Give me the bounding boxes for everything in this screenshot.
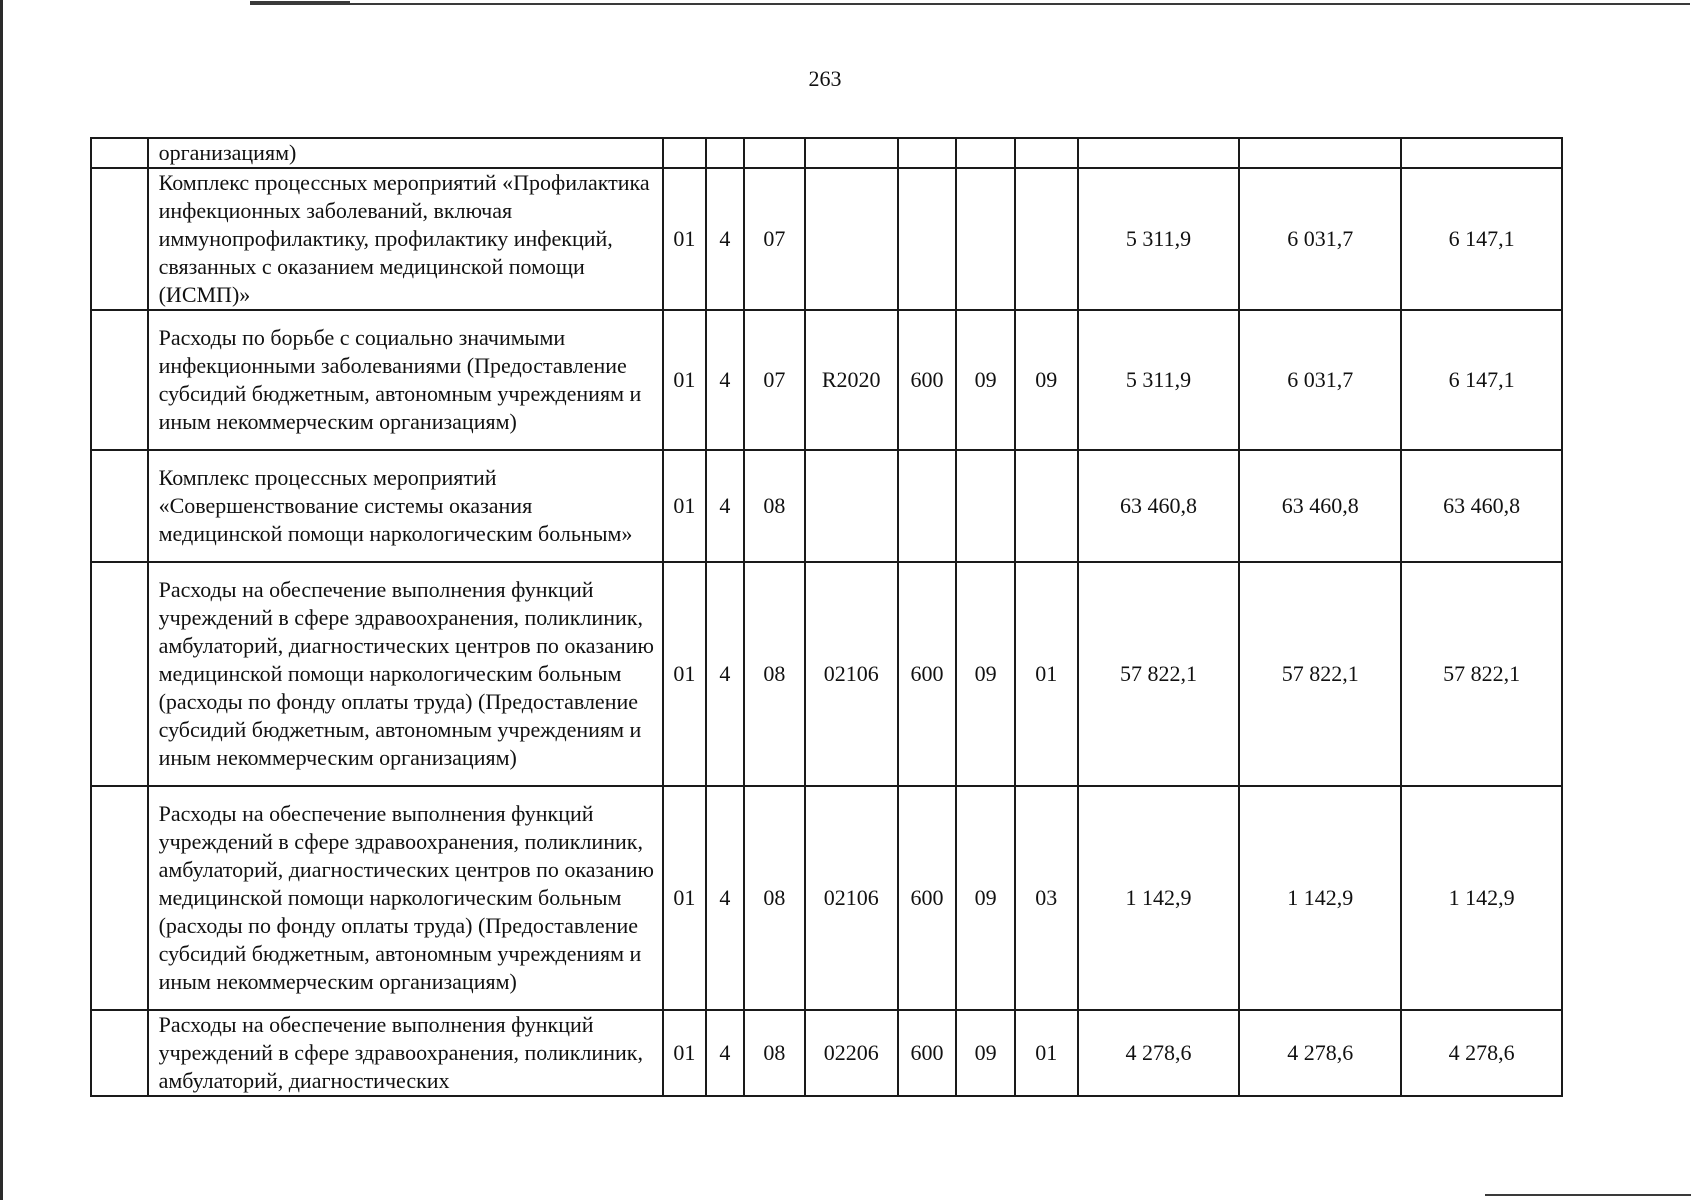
amount-year2-cell [1239, 138, 1401, 168]
row-number-cell [91, 168, 148, 310]
table-row [91, 138, 1562, 168]
row-number-cell [91, 450, 148, 562]
table-row [91, 1010, 1562, 1096]
subprogram-code-cell: 4 [706, 1010, 744, 1096]
target-code-cell [805, 168, 898, 310]
program-code-cell: 01 [663, 1010, 705, 1096]
table-row [91, 450, 1562, 562]
activity-code-cell: 08 [744, 1010, 805, 1096]
row-number-cell [91, 1010, 148, 1096]
expense-type-cell [898, 138, 957, 168]
activity-code-cell: 08 [744, 562, 805, 786]
expense-type-cell: 600 [898, 786, 957, 1010]
scan-edge [0, 0, 3, 1200]
row-number-cell [91, 138, 148, 168]
amount-year3-cell: 4 278,6 [1401, 1010, 1562, 1096]
expense-name-cell: Комплекс процессных мероприятий «Совершенствование системы оказания медицинской помощи наркологическим больным» [148, 450, 664, 562]
program-code-cell: 01 [663, 786, 705, 1010]
amount-year1-cell: 1 142,9 [1078, 786, 1240, 1010]
target-code-cell [805, 138, 898, 168]
activity-code-cell: 07 [744, 310, 805, 450]
target-code-cell: 02206 [805, 1010, 898, 1096]
amount-year3-cell: 63 460,8 [1401, 450, 1562, 562]
program-code-cell: 01 [663, 562, 705, 786]
amount-year3-cell: 1 142,9 [1401, 786, 1562, 1010]
table-row [91, 310, 1562, 450]
program-code-cell [663, 138, 705, 168]
table-row [91, 562, 1562, 786]
subsection-code-cell: 09 [1015, 310, 1078, 450]
amount-year1-cell: 4 278,6 [1078, 1010, 1240, 1096]
amount-year2-cell: 4 278,6 [1239, 1010, 1401, 1096]
expense-type-cell: 600 [898, 562, 957, 786]
amount-year2-cell: 63 460,8 [1239, 450, 1401, 562]
expense-name-cell: Комплекс процессных мероприятий «Профилактика инфекционных заболеваний, включая иммунопрофилактику, профилактику инфекций, связанных с оказанием медицинской помощи (ИСМП)» [148, 168, 664, 310]
target-code-cell: 02106 [805, 786, 898, 1010]
subsection-code-cell [1015, 138, 1078, 168]
activity-code-cell: 08 [744, 786, 805, 1010]
expense-type-cell [898, 168, 957, 310]
subsection-code-cell: 01 [1015, 1010, 1078, 1096]
expense-name-cell: Расходы по борьбе с социально значимыми инфекционными заболеваниями (Предоставление субсидий бюджетным, автономным учреждениям и иным некоммерческим организациям) [148, 310, 664, 450]
amount-year1-cell: 5 311,9 [1078, 310, 1240, 450]
amount-year1-cell: 63 460,8 [1078, 450, 1240, 562]
subprogram-code-cell: 4 [706, 168, 744, 310]
amount-year3-cell: 6 147,1 [1401, 168, 1562, 310]
section-code-cell: 09 [956, 786, 1015, 1010]
amount-year2-cell: 6 031,7 [1239, 168, 1401, 310]
table-row [91, 168, 1562, 310]
program-code-cell: 01 [663, 168, 705, 310]
subsection-code-cell: 03 [1015, 786, 1078, 1010]
amount-year2-cell: 6 031,7 [1239, 310, 1401, 450]
program-code-cell: 01 [663, 450, 705, 562]
target-code-cell: 02106 [805, 562, 898, 786]
target-code-cell [805, 450, 898, 562]
amount-year2-cell: 1 142,9 [1239, 786, 1401, 1010]
row-number-cell [91, 310, 148, 450]
page-number: 263 [808, 66, 842, 91]
expense-name-cell: Расходы на обеспечение выполнения функций учреждений в сфере здравоохранения, поликлиник, амбулаторий, диагностических центров по оказанию медицинской помощи наркологическим больным (расходы по фонду оплаты труда) (Предоставление субсидий бюджетным, автономным учреждениям и иным некоммерческим организациям) [148, 786, 664, 1010]
expense-name-cell: Расходы на обеспечение выполнения функций учреждений в сфере здравоохранения, поликлиник, амбулаторий, диагностических [148, 1010, 664, 1096]
target-code-cell: R2020 [805, 310, 898, 450]
amount-year3-cell [1401, 138, 1562, 168]
activity-code-cell [744, 138, 805, 168]
section-code-cell: 09 [956, 310, 1015, 450]
amount-year3-cell: 6 147,1 [1401, 310, 1562, 450]
expense-type-cell: 600 [898, 1010, 957, 1096]
program-code-cell: 01 [663, 310, 705, 450]
amount-year1-cell: 57 822,1 [1078, 562, 1240, 786]
activity-code-cell: 08 [744, 450, 805, 562]
expense-type-cell [898, 450, 957, 562]
expense-type-cell: 600 [898, 310, 957, 450]
amount-year1-cell [1078, 138, 1240, 168]
expense-name-cell: Расходы на обеспечение выполнения функций учреждений в сфере здравоохранения, поликлиник, амбулаторий, диагностических центров по оказанию медицинской помощи наркологическим больным (расходы по фонду оплаты труда) (Предоставление субсидий бюджетным, автономным учреждениям и иным некоммерческим организациям) [148, 562, 664, 786]
amount-year2-cell: 57 822,1 [1239, 562, 1401, 786]
section-code-cell [956, 450, 1015, 562]
subsection-code-cell: 01 [1015, 562, 1078, 786]
table-row [91, 786, 1562, 1010]
subsection-code-cell [1015, 168, 1078, 310]
scan-top-rule [250, 3, 1690, 5]
budget-table [90, 137, 1563, 1097]
subprogram-code-cell [706, 138, 744, 168]
section-code-cell [956, 168, 1015, 310]
subprogram-code-cell: 4 [706, 562, 744, 786]
row-number-cell [91, 786, 148, 1010]
row-number-cell [91, 562, 148, 786]
subprogram-code-cell: 4 [706, 450, 744, 562]
section-code-cell: 09 [956, 562, 1015, 786]
scan-bottom-rule [1485, 1194, 1691, 1196]
subprogram-code-cell: 4 [706, 310, 744, 450]
amount-year3-cell: 57 822,1 [1401, 562, 1562, 786]
amount-year1-cell: 5 311,9 [1078, 168, 1240, 310]
activity-code-cell: 07 [744, 168, 805, 310]
subprogram-code-cell: 4 [706, 786, 744, 1010]
expense-name-cell: организациям) [148, 138, 664, 168]
section-code-cell: 09 [956, 1010, 1015, 1096]
section-code-cell [956, 138, 1015, 168]
subsection-code-cell [1015, 450, 1078, 562]
